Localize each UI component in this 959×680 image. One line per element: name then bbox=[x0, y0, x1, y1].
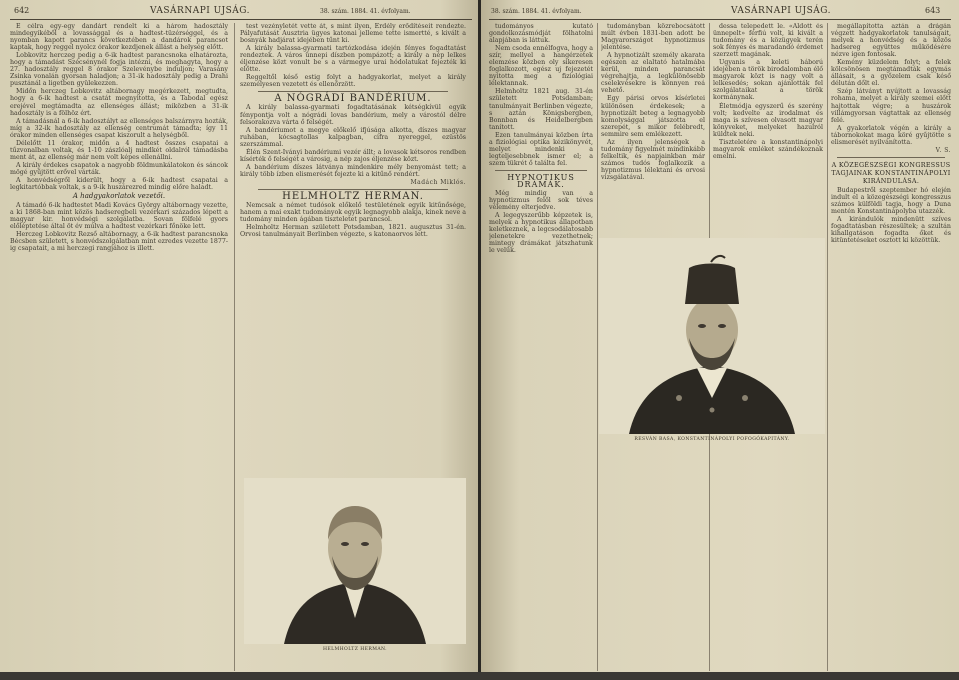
page-number: 643 bbox=[925, 6, 941, 15]
paragraph: Helmholtz 1821 aug. 31-én született Potsdamban; tanulmányait Berlinben végezte, s aztán Königsbergben, Bonnban és Heidelbergben tanított. bbox=[489, 88, 593, 131]
section-title-helmholtz: HELMHOLTZ HERMAN. bbox=[282, 190, 424, 202]
column-divider bbox=[234, 23, 235, 671]
issue-line: 38. szám. 1884. 41. évfolyam. bbox=[491, 8, 582, 15]
resvan-basa-portrait bbox=[599, 238, 825, 434]
portrait-caption: HELMHOLTZ HERMAN. bbox=[322, 647, 388, 652]
left-page bbox=[0, 0, 478, 680]
paragraph: A gyakorlatok végén a király a tábornokokat maga köré gyűjtötte s elismerését nyilvánította. bbox=[831, 124, 951, 146]
paragraph: A kirándulók mindenütt szíves fogadtatásban részesültek; a szultán kihallgatáson fogadta őket és kitüntetéseket osztott ki közöttük. bbox=[831, 216, 951, 245]
paragraph: A támadásnál a 6-ik hadosztályt az ellenséges balszárnyra hozták, míg a 32-ik hadosztály az ellenség centrumát támadta; így 11 órakor minden ellenséges csapat kiszorult a helységből. bbox=[10, 117, 228, 139]
paragraph: A honvédségről kiderült, hogy a 6-ik hadtest csapatai a legkitartóbbak voltak, s a 9-ik huszárezred mindig előre haladt. bbox=[10, 176, 228, 192]
section-rule bbox=[495, 170, 587, 171]
paragraph: Lobkovitz herczeg pedig a 6-ik hadtest parancsnoka elhatározta, hogy a támadást Szécsénynél fogja intézni, és meghagyta, hogy a 27. hadosztály reggel 8 órakor Szelevénybe induljon; Varasány Zsinka vonalán gyorsan haladjon; a 31-ik hadosztály pedig a Drahi pusztánál a ligetben gyülekezzen. bbox=[10, 52, 228, 88]
text-column-4 bbox=[831, 23, 951, 673]
section-rule bbox=[258, 189, 448, 190]
magazine-title: VASÁRNAPI UJSÁG. bbox=[150, 6, 251, 16]
paragraph: A király balassa-gyarmati tartózkodása idején fényes fogadtatást rendeztek. A város ünnepi díszben pompázott; a király a nép lelkes éljenzése közt vonult be s a vármegye urai hódolatukat fejezték ki előtte. bbox=[240, 45, 466, 74]
paragraph: A bandériumot a megye előkelő ifjúsága alkotta, díszes magyar ruhában, kócsagtollas kalpagban, cifra nyereggel, ezüstös szerszámmal. bbox=[240, 126, 466, 148]
paragraph: tudományban közrebocsátott múlt évben 1831-ben adott be Magyarországot hypnotizmus jelentése. bbox=[601, 23, 705, 52]
page-number: 642 bbox=[14, 6, 30, 15]
header-rule bbox=[489, 19, 951, 20]
author-signature: V. S. bbox=[935, 146, 951, 154]
helmholtz-portrait bbox=[244, 478, 466, 644]
paragraph: Élén Szent-Iványi bandériumi vezér állt; a lovasok kétsoros rendben kísérték ő felségét a városig, a nép zajos éljenzése közt. bbox=[240, 148, 466, 163]
paragraph: test vezényletét vette át, s mint ilyen, Erdély erődítéseit rendezte. Pályafutását Ausztria ügyes katonai jelleme tette ismertté, s kivált a bosnyák hadjárat idejében tűnt ki. bbox=[240, 23, 466, 45]
text-column-1 bbox=[10, 23, 228, 673]
paragraph: A bandérium díszes látványa mindenkire mély benyomást tett; a király több ízben elismerését fejezte ki a kitűnő rendért. bbox=[240, 163, 466, 178]
section-heading: A hadgyakorlatok vezetői. bbox=[72, 192, 166, 201]
paragraph: tudományos kutató gondolkozásmódját fölhatolni alapjában is láttuk. bbox=[489, 23, 593, 45]
paragraph: Ugyanis a keleti háború idejében a török birodalomban élő magyarok közt is nagy volt a lelkesedés; sokan ajánlották fel szolgálataikat a török kormánynak. bbox=[713, 59, 823, 102]
paragraph: A legegyszerűbb képzetek is, melyek a hypnotikus állapotban keletkeznek, a legcsodálatosabb jelenetekre vezethetnek; mintegy drámákat játszhatunk le velük. bbox=[489, 212, 593, 255]
paragraph: Helmholtz Herman született Potsdamban, 1821. augusztus 31-én. Orvosi tanulmányait Berlinben végezte, s katonaorvos lett. bbox=[240, 224, 466, 239]
paragraph: Életmódja egyszerű és szerény volt; kedvelte az irodalmat és maga is szívesen olvasott magyar könyveket, melyeket hazulról küldtek neki. bbox=[713, 102, 823, 138]
paragraph: Herczeg Lobkovitz Rezső altábornagy, a 6-ik hadtest parancsnoka Bécsben született, s honvédszolgálatban mint ezredes vezette 1877-ig csapatait, a mi herczegi rangjához is illett. bbox=[10, 231, 228, 253]
paragraph: A hypnotizált személy akarata egészen az elaltató hatalmába kerül, minden parancsát végrehajtja, a legkülönösebb cselekvésekre is könnyen reá vehető. bbox=[601, 52, 705, 95]
paragraph: megállapította aztán a drágán végzett hadgyakorlatok tanulságait, melyek a honvédség és a közös hadsereg együttes működésére nézve igen fontosak. bbox=[831, 23, 951, 59]
bottom-shadow bbox=[0, 672, 959, 680]
author-signature: Madách Miklós. bbox=[410, 178, 466, 186]
paragraph: A király balassa-gyarmati fogadtatásának kétségkívül egyik fénypontja volt a nógrádi lovas bandérium, mely a várostól délre felsorakozva várta ő felségét. bbox=[240, 104, 466, 126]
paragraph: Az ilyen jelenségek a tudomány figyelmét mindinkább felkeltik, és napjainkban már számos tudós foglalkozik a hypnotizmus lélektani és orvosi vizsgálatával. bbox=[601, 138, 705, 181]
paragraph: Nem csoda ennélfogva, hogy a szír, mellyel a hangérzetek elemzése közben oly sikeresen foglalkozott, egész uj fejezetét nyitotta meg a fiziológiai lélektannak. bbox=[489, 45, 593, 88]
column-divider bbox=[597, 23, 598, 671]
paragraph: Egy párisi orvos kísérletei különösen érdekesek; a hypnotizált beteg a legnagyobb komolysággal játszotta el szerepét, s mikor felébredt, semmire sem emlékezett. bbox=[601, 95, 705, 138]
column-divider bbox=[827, 23, 828, 671]
right-page bbox=[481, 0, 959, 680]
paragraph: Budapestről szeptember hó elején indult el a közegészségi kongresszus számos külföldi tagja, hogy a Duna mentén Konstantinápolyba utazzék. bbox=[831, 186, 951, 215]
paragraph: A támadó 6-ik hadtestet Madi Kovács György altábornagy vezette, a ki 1868-ban mint közös hadseregbeli vezérkari százados lépett a magyar kir. honvédségi szolgálatba. Sovan fölfelé gyors előléptetése által öt év múlva a hadtest vezérkari főnöke lett. bbox=[10, 202, 228, 231]
paragraph: dessa telepedett le. «Áldott és ünnepelt» férfiú volt, ki kivált a tudomány és a közügyek terén sok fényes és maradandó érdemet szerzett magának. bbox=[713, 23, 823, 59]
section-title-nogradi-banderium: A NÓGRÁDI BANDÉRIUM. bbox=[274, 93, 432, 105]
paragraph: Midőn herczeg Lobkovitz altábornagy megérkezett, megtudta, hogy a 6-ik hadtest a csatát megnyitotta, és a Tabodal egész erejével megtámadta az ellenséges állást; miközben a 31-ik hadosztály is a fölhöz ért. bbox=[10, 88, 228, 117]
paragraph: A király érdekes csapatok a nagyobb földmunkálatokon és sáncok mögé gyűjtött erővel várták. bbox=[10, 161, 228, 176]
paragraph: Reggeltől késő estig folyt a hadgyakorlat, melyet a király személyesen vezetett és ellenőrzött. bbox=[240, 74, 466, 89]
paragraph: Ezen tanulmányai közben írta a fiziológiai optika kézikönyvét, melyet mindenki a legteljesebbnek ismer el; a szem tükrét ő találta fel. bbox=[489, 131, 593, 167]
issue-line: 38. szám. 1884. 41. évfolyam. bbox=[320, 8, 411, 15]
portrait-caption: RESVÁN BASA, KONSTANTINÁPOLYI POFOGÓKAPITÁNY. bbox=[634, 437, 790, 442]
paragraph: Nemcsak a német tudósok előkelő testületének egyik kitűnősége, hanem a mai exakt tudományok egyik legnagyobb alakja, kinek neve a tudomány minden ágában tiszteletet parancsol. bbox=[240, 202, 466, 224]
paragraph: E célra egy-egy dandárt rendelt ki a három hadosztály mindegyikéből a lovassággal és a hadtest-tüzérséggel, és a nyomban kapott parancs következtében a dandárok parancsot kaptak, hogy reggel nyolcz órakor kezdjenek állást a helység előtt. bbox=[10, 23, 228, 52]
section-rule bbox=[837, 157, 945, 158]
paragraph: Kemény küzdelem folyt; a felek kölcsönösen megtámadták egymás állásait, s a győzelem csak késő délután dőlt el. bbox=[831, 59, 951, 88]
paragraph: Még mindig van a hypnotizmus felől sok téves vélemény elterjedve. bbox=[489, 190, 593, 212]
paragraph: Tiszteletére a konstantinápolyi magyarok emléket szándékoznak emelni. bbox=[713, 138, 823, 160]
text-column-1 bbox=[489, 23, 593, 673]
paragraph: Szép látványt nyújtott a lovasság rohama, melyet a király szemei előtt hajtottak végre; a huszárok villámgyorsan vágtattak az ellenség felé. bbox=[831, 88, 951, 124]
paragraph: Délelőtt 11 órakor, midőn a 4 hadtest összes csapatai a tűzvonalban voltak, és 1-10 zászlóalj mindkét oldalról támadásba ment át, az ellenség már nem volt képes ellenállni. bbox=[10, 139, 228, 161]
header-rule bbox=[10, 19, 472, 20]
section-title-kongresszus: A KÖZEGÉSZSÉGI KONGRESSUS TAGJAINAK KONSTANTINÁPOLYI KIRÁNDULÁSA. bbox=[831, 160, 951, 185]
magazine-title: VASÁRNAPI UJSÁG. bbox=[731, 6, 832, 16]
section-title-hypnotikus-dramak: HYPNOTIKUS DRÁMÁK. bbox=[507, 172, 575, 189]
